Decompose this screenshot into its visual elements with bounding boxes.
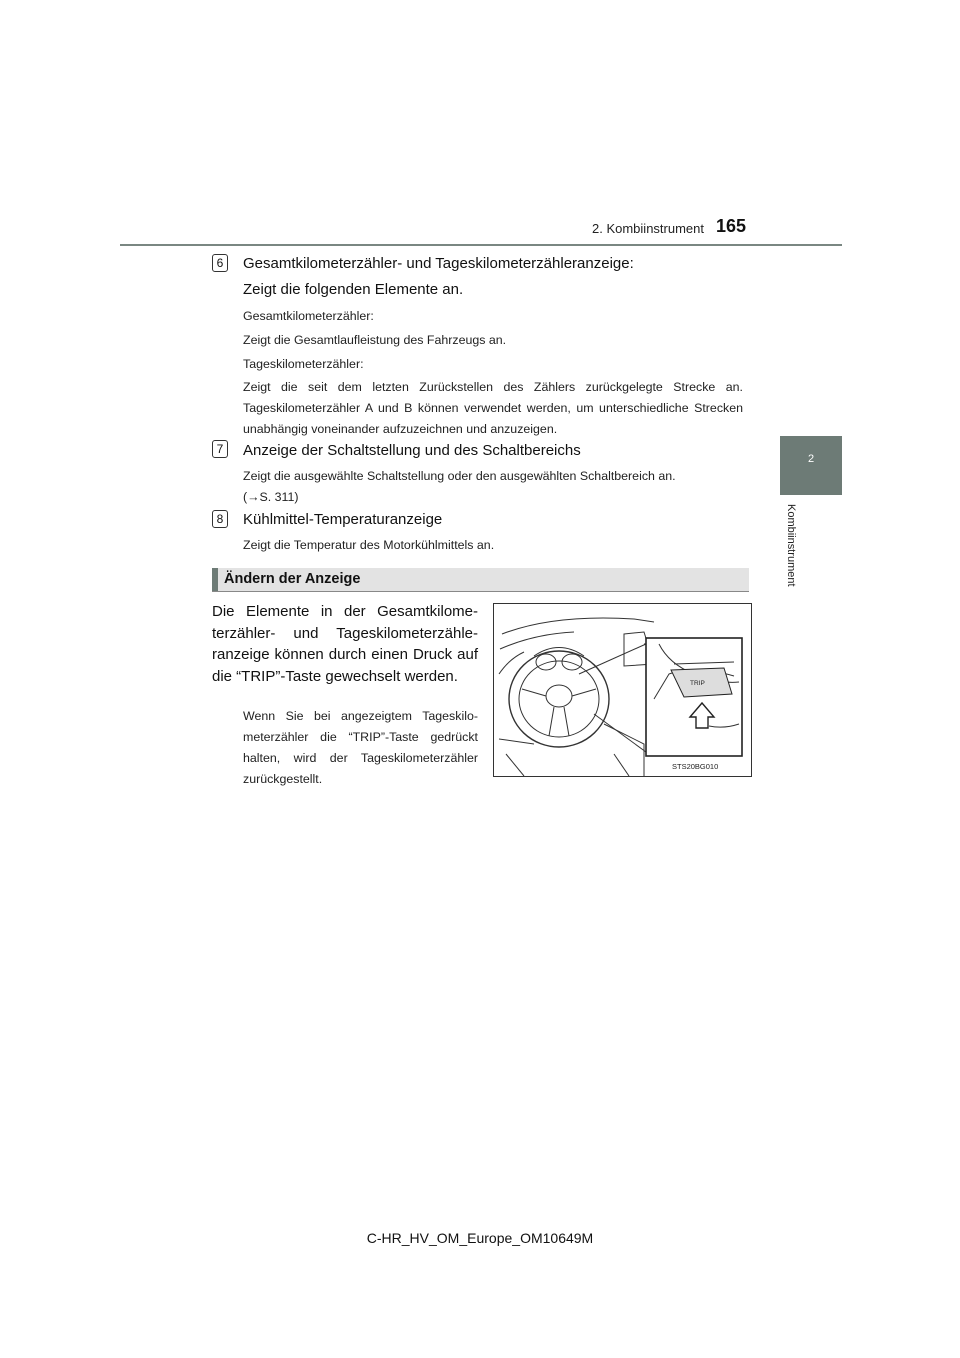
figure-code: STS20BG010 (672, 762, 719, 771)
chapter-tab-number: 2 (807, 453, 815, 465)
text-trip-meter: Zeigt die seit dem letzten Zurückstellen des Zählers zurückgelegte Strecke an. Tageskilometerzähler A und B können verwendet werden, um unterschiedliche Strecken unabhängig voneinander aufzuzeichnen und anzuzeigen. (243, 380, 743, 436)
section-paragraph: Die Elemente in der Gesamtkilometerzähler- und Tageskilometerzähleranzeige können durch einen Druck auf die “TRIP”-Taste gewechselt werden. (212, 603, 478, 685)
trip-button-label: TRIP (690, 680, 705, 687)
item-title-odometer: Gesamtkilometerzähler- und Tageskilometerzähleranzeige: (243, 255, 634, 272)
item-badge-6: 6 (212, 254, 228, 272)
text-odometer: Zeigt die Gesamtlaufleistung des Fahrzeugs an. (243, 333, 507, 347)
item-subtitle-odometer: Zeigt die folgenden Elemente an. (243, 281, 464, 298)
item-badge-7: 7 (212, 440, 228, 458)
section-header-accent (212, 568, 218, 592)
dashboard-drawing (494, 604, 751, 776)
item-title-coolant-temp: Kühlmittel-Temperaturanzeige (243, 511, 443, 528)
page-number: 165 (716, 216, 747, 236)
header-divider (120, 244, 842, 246)
dashboard-illustration (493, 603, 752, 777)
footer-document-id: C-HR_HV_OM_Europe_OM10649M (366, 1230, 594, 1246)
label-trip-meter: Tageskilometerzähler: (243, 357, 364, 371)
page-reference: (→S. 311) (243, 490, 299, 504)
chapter-tab-label: Kombiinstrument (785, 504, 797, 587)
item-title-shift-position: Anzeige der Schaltstellung und des Schaltbereichs (243, 442, 581, 459)
text-coolant-temp: Zeigt die Temperatur des Motorkühlmittels an. (243, 538, 495, 552)
section-title: Ändern der Anzeige (224, 571, 361, 587)
section-header-underline (212, 591, 749, 592)
label-odometer: Gesamtkilometerzähler: (243, 309, 374, 323)
item-badge-8: 8 (212, 510, 228, 528)
text-shift-position: Zeigt die ausgewählte Schaltstellung oder den ausgewählten Schaltbereich an. (243, 469, 676, 483)
header-chapter: 2. Kombiinstrument (592, 221, 704, 236)
chapter-tab (780, 436, 842, 495)
section-note: Wenn Sie bei angezeigtem Tageskilometerzähler die “TRIP”-Taste gedrückt halten, wird der Tageskilometerzähler zurückgestellt. (243, 709, 478, 786)
